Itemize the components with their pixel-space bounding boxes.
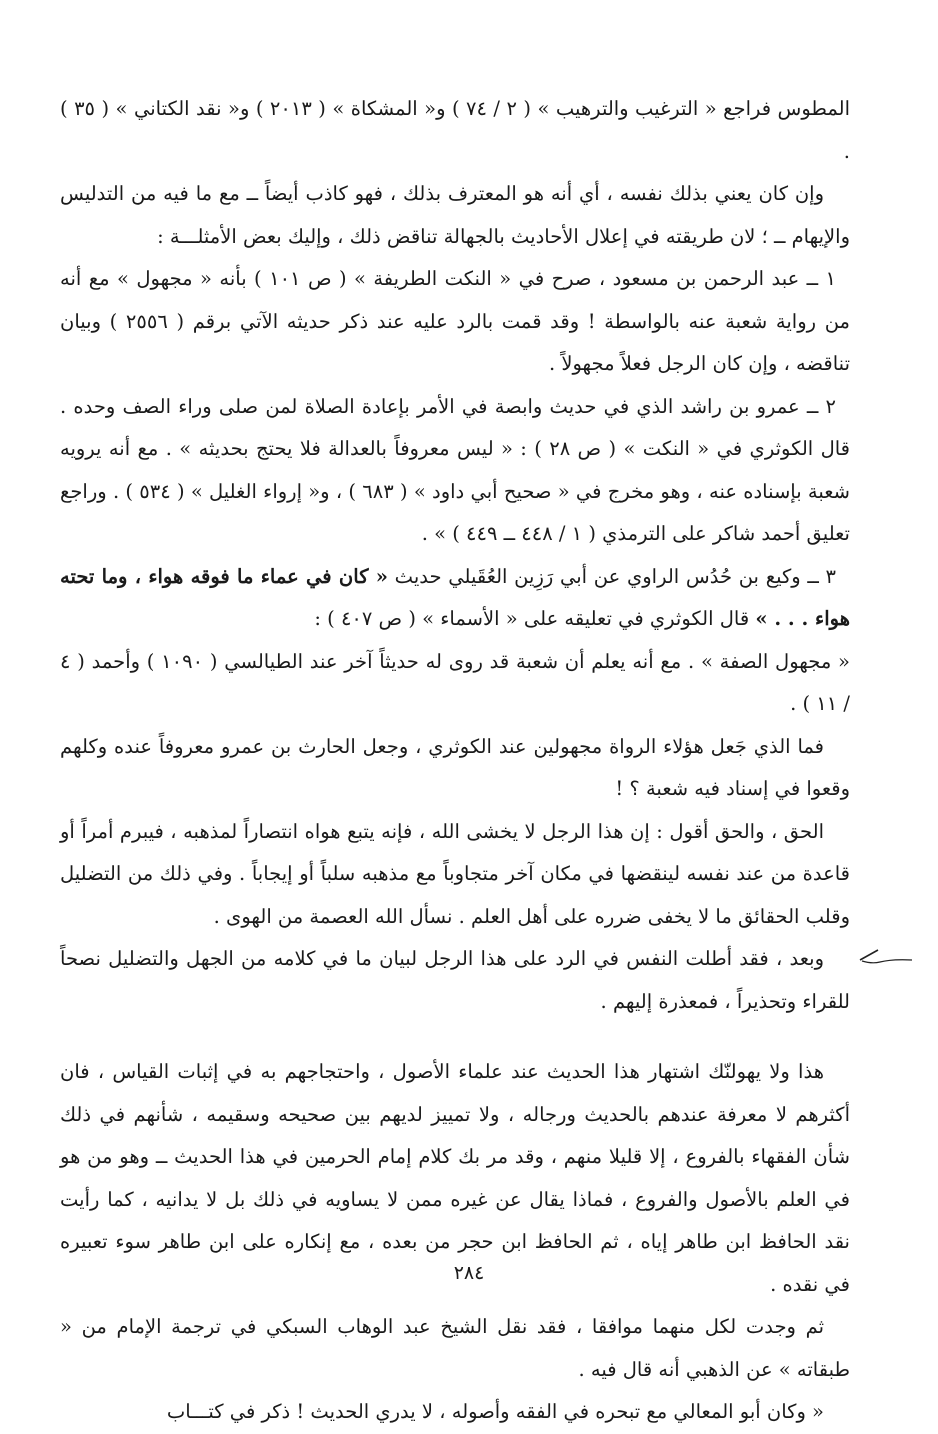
paragraph-8: الحق ، والحق أقول : إن هذا الرجل لا يخشى الله ، فإنه يتبع هواه انتصاراً لمذهبه ، فيبرم أمراً أو قاعدة من عند نفسه لينقضها في مكان آخر متجاوباً مع مذهبه سلباً أو إيجاباً . وفي ذلك من التضليل وقلب الحقائق ما لا يخفى ضرره على أهل العلم . نسأل الله العصمة من الهوى . <box>60 819 850 928</box>
page-number: ٢٨٤ <box>453 1262 485 1284</box>
hadith-quote: « كان في عماء ما فوقه هواء ، وما تحته هواء . . . » <box>60 564 850 630</box>
paragraph-9: وبعد ، فقد أطلت النفس في الرد على هذا الرجل لبيان ما في كلامه من الجهل والتضليل نصحاً للقراء وتحذيراً ، فمعذرة إليهم . <box>60 947 850 1013</box>
margin-arrow-icon <box>858 946 914 970</box>
paragraph-10: هذا ولا يهولنّك اشتهار هذا الحديث عند علماء الأصول ، واحتجاجهم به في إثبات القياس ، فان أكثرهم لا معرفة عندهم بالحديث ورجاله ، ولا تمييز لديهم بين صحيحه وسقيمه ، شأنهم في ذلك شأن الفقهاء بالفروع ، إلا قليلا منهم ، وقد مر بك كلام إمام الحرمين في هذا الحديث ــ وهو من هو في العلم بالأصول والفروع ، فماذا يقال عن غيره ممن لا يساويه في ذلك بل لا يدانيه ، كما رأيت نقد الحافظ ابن طاهر إياه ، ثم الحافظ ابن حجر من بعده ، مع إنكاره على ابن طاهر سوء تعبيره في نقده . <box>60 1060 850 1296</box>
paragraph-2: وإن كان يعني بذلك نفسه ، أي أنه هو المعترف بذلك ، فهو كاذب أيضاً ــ مع ما فيه من التدليس والإيهام ــ ؛ لان طريقته في إعلال الأحاديث بالجهالة تناقض ذلك ، وإليك بعض الأمثلـــة : <box>60 182 850 248</box>
section-gap <box>60 1023 850 1051</box>
paragraph-7: فما الذي جَعل هؤلاء الرواة مجهولين عند الكوثري ، وجعل الحارث بن عمرو معروفاً عنده وكلهم وقعوا في إسناد فيه شعبة ؟ ! <box>60 734 850 800</box>
paragraph-1: المطوس فراجع « الترغيب والترهيب » ( ٢ / ٧٤ ) و« المشكاة » ( ٢٠١٣ ) و« نقد الكتاني » ( ٣٥ ) . <box>60 97 851 163</box>
paragraph-5 <box>60 556 850 641</box>
paragraph-12: « وكان أبو المعالي مع تبحره في الفقه وأصوله ، لا يدري الحديث ! ذكر في كتـــاب <box>166 1400 824 1423</box>
paragraph-6: « مجهول الصفة » . مع أنه يعلم أن شعبة قد روى له حديثاً آخر عند الطيالسي ( ١٠٩٠ ) وأحمد ( ٤ / ١١ ) . <box>60 649 850 715</box>
paragraph-5-tail: قال الكوثري في تعليقه على « الأسماء » ( ص ٤٠٧ ) : <box>314 607 756 630</box>
paragraph-3: ١ ــ عبد الرحمن بن مسعود ، صرح في « النكت الطريفة » ( ص ١٠١ ) بأنه « مجهول » مع أنه من رواية شعبة عنه بالواسطة ! وقد قمت بالرد عليه عند ذكر حديثه الآتي برقم ( ٢٥٥٦ ) وبيان تناقضه ، وإن كان الرجل فعلاً مجهولاً . <box>60 267 850 375</box>
paragraph-11: ثم وجدت لكل منهما موافقا ، فقد نقل الشيخ عبد الوهاب السبكي في ترجمة الإمام من « طبقاته » عن الذهبي أنه قال فيه . <box>60 1315 850 1381</box>
paragraph-5-lead: ٣ ــ وكيع بن حُدُس الراوي عن أبي رَزِين العُقَيلي حديث <box>387 564 836 588</box>
paragraph-4: ٢ ــ عمرو بن راشد الذي في حديث وابصة في الأمر بإعادة الصلاة لمن صلى وراء الصف وحده . قال الكوثري في « النكت » ( ص ٢٨ ) : « ليس معروفاً بالعدالة فلا يحتج بحديثه » . مع أنه يرويه شعبة بإسناده عنه ، وهو مخرج في « صحيح أبي داود » ( ٦٨٣ ) ، و« إرواء الغليل » ( ٥٣٤ ) . وراجع تعليق أحمد شاكر على الترمذي ( ١ / ٤٤٨ ــ ٤٤٩ ) » . <box>60 394 851 545</box>
